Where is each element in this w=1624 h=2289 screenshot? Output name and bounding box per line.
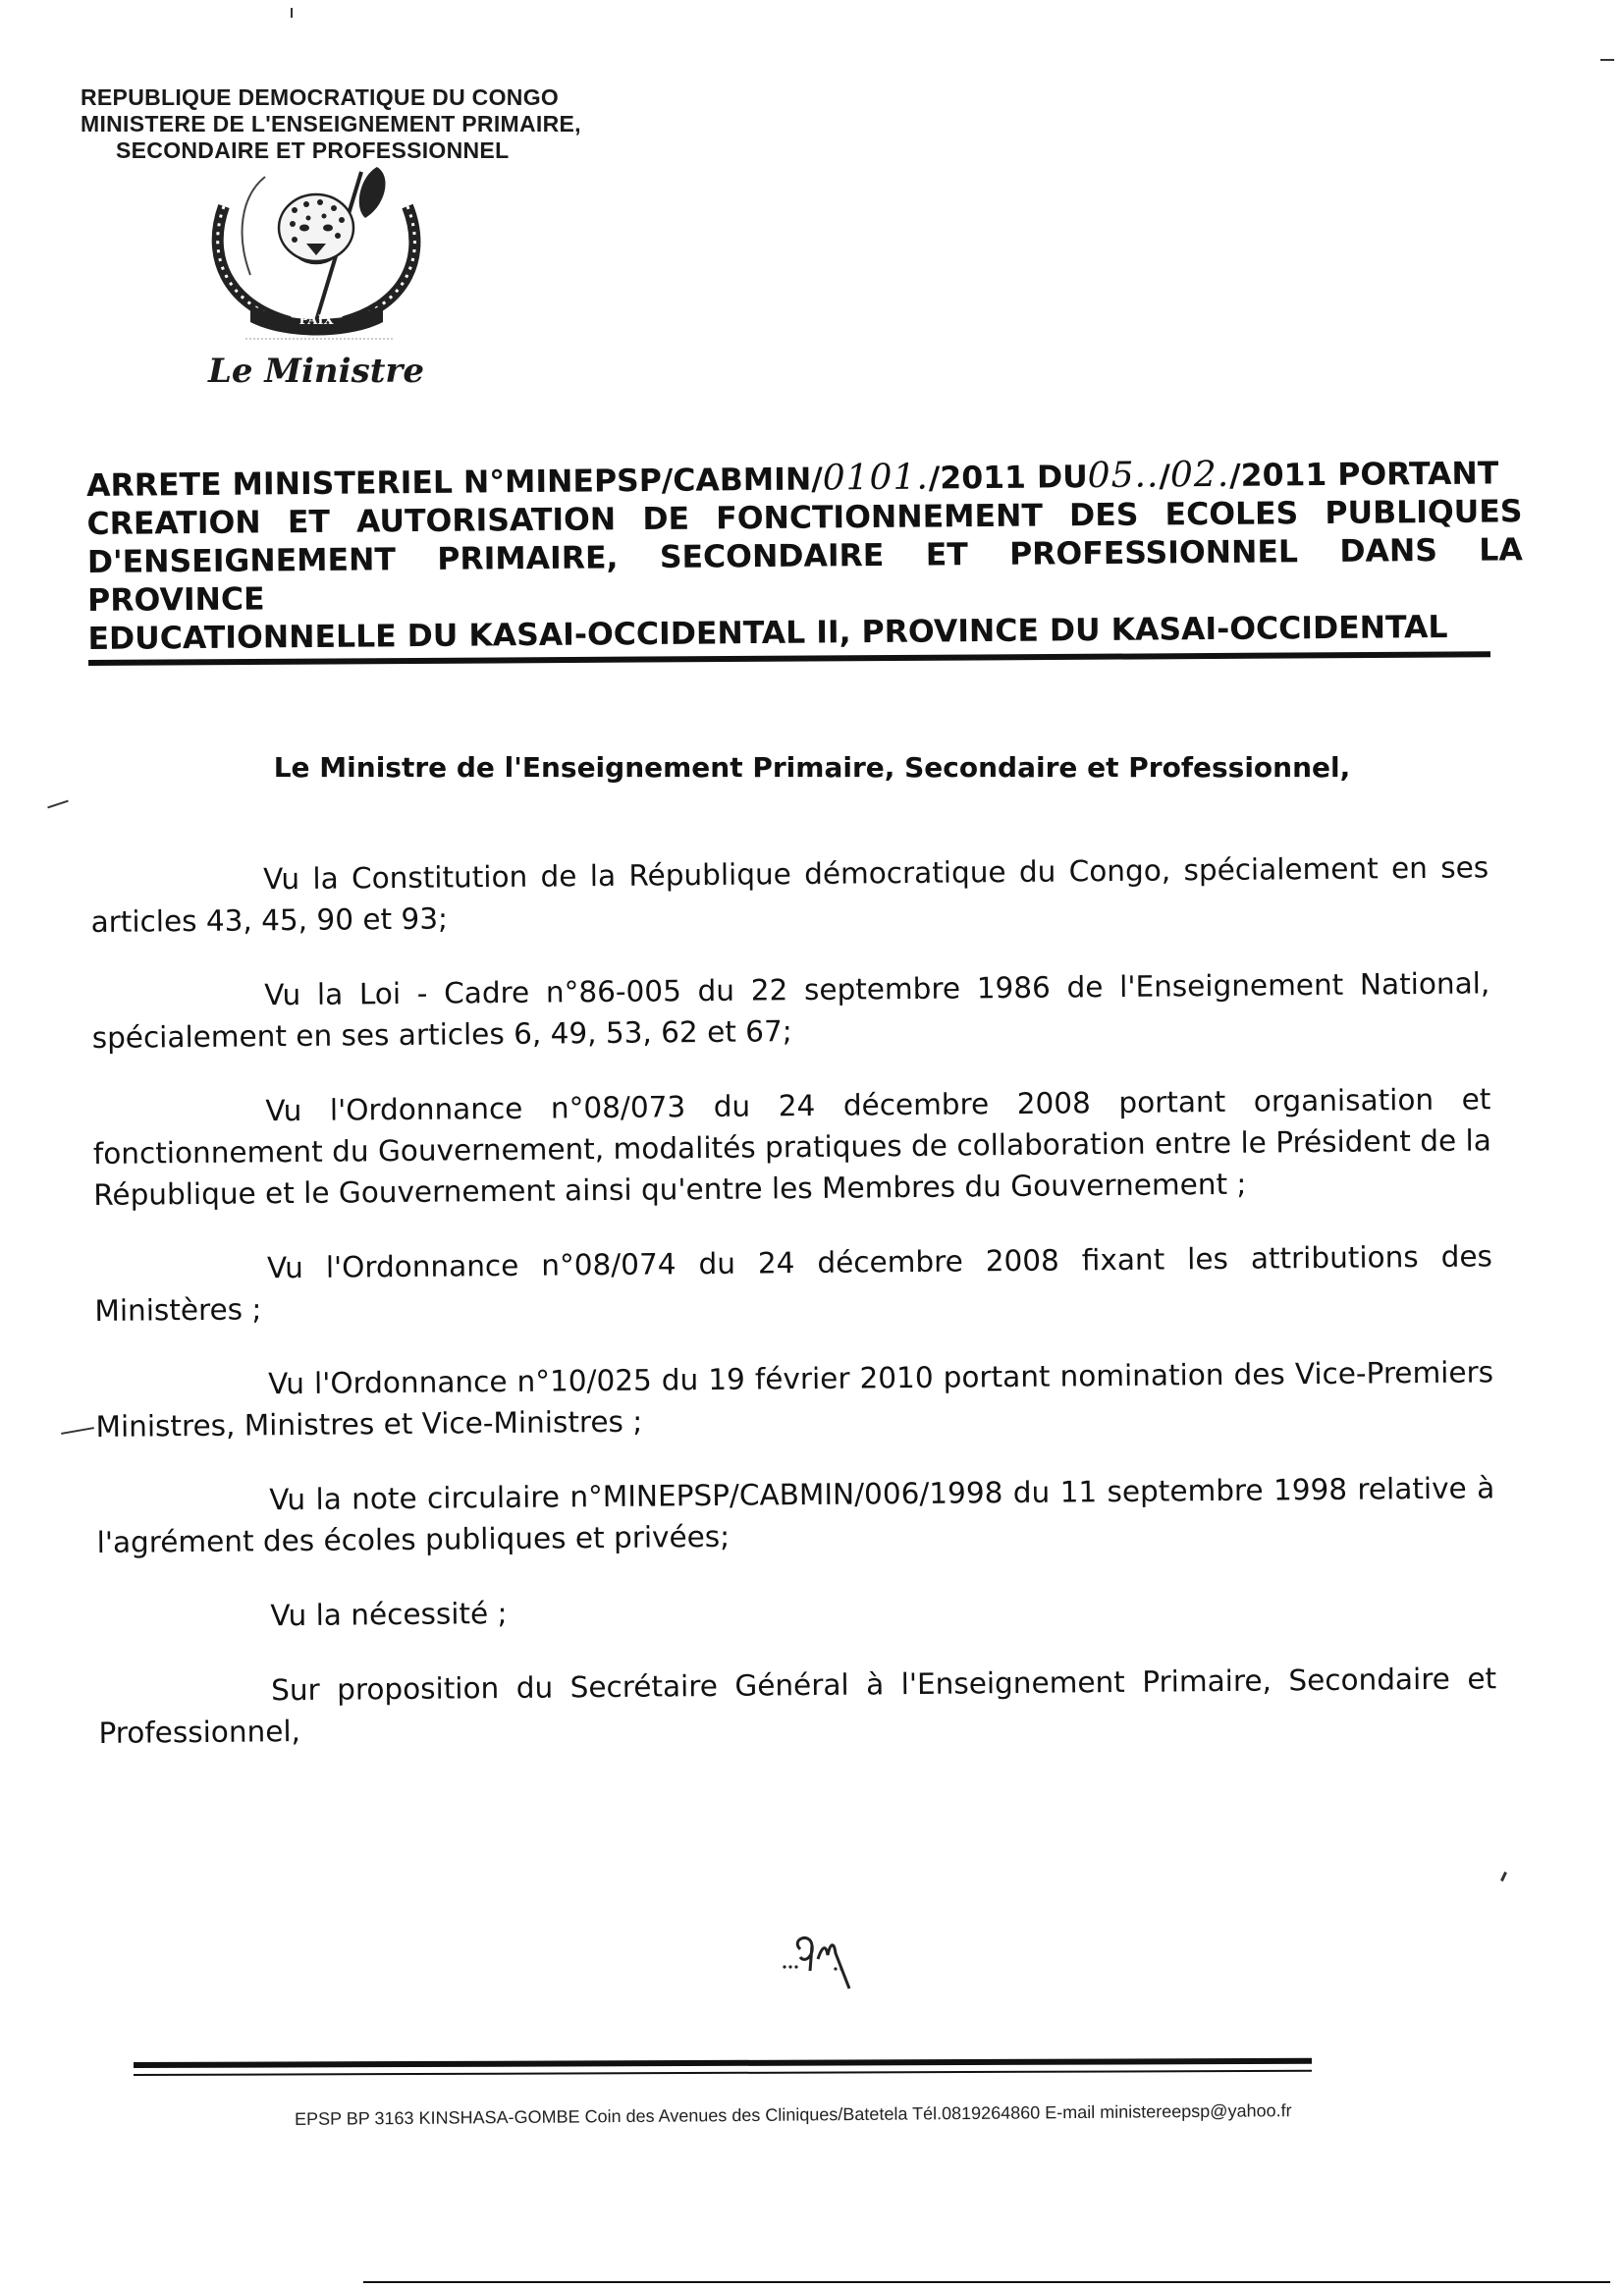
decree-title-line-2: CREATION ET AUTORISATION DE FONCTIONNEMENT DES ECOLES PUBLIQUES xyxy=(86,494,1523,542)
decree-number-handwritten: 0101. xyxy=(822,457,930,499)
signatory-title: Le Ministre xyxy=(208,352,424,391)
consideration-loi-cadre xyxy=(91,962,1490,1059)
consideration-text: Vu la nécessité ; xyxy=(270,1596,508,1633)
consideration-proposition xyxy=(98,1658,1497,1754)
scan-mark xyxy=(291,8,293,18)
page-bottom-edge xyxy=(363,2281,1610,2283)
consideration-constitution xyxy=(90,846,1489,943)
consideration-ordonnance-08-074 xyxy=(94,1235,1493,1332)
consideration-text: Vu la Constitution de la République démocratique du Congo, spécialement en ses articles 43, 45, 90 et 93; xyxy=(90,850,1489,939)
consideration-text: Vu la Loi - Cadre n°86-005 du 22 septembre 1986 de l'Enseignement National, spécialement en ses articles 6, 49, 53, 62 et 67; xyxy=(91,966,1490,1055)
consideration-ordonnance-08-073 xyxy=(92,1078,1491,1216)
header-republic: REPUBLIQUE DEMOCRATIQUE DU CONGO xyxy=(81,84,560,110)
consideration-necessite xyxy=(97,1583,1495,1638)
decree-title-line-3: D'ENSEIGNEMENT PRIMAIRE, SECONDAIRE ET PROFESSIONNEL DANS LA PROVINCE xyxy=(86,532,1523,619)
decree-title-prefix: ARRETE MINISTERIEL N°MINEPSP/CABMIN/ xyxy=(86,462,823,504)
consideration-text: Vu l'Ordonnance n°10/025 du 19 février 2010 portant nomination des Vice-Premiers Ministres, Ministres et Vice-Ministres ; xyxy=(95,1355,1494,1444)
header-ministry: MINISTERE DE L'ENSEIGNEMENT PRIMAIRE, xyxy=(81,111,581,136)
consideration-text: Sur proposition du Secrétaire Général à l'Enseignement Primaire, Secondaire et Professionnel, xyxy=(98,1662,1497,1750)
consideration-text: Vu la note circulaire n°MINEPSP/CABMIN/006/1998 du 11 septembre 1998 relative à l'agrément des écoles publiques et privées; xyxy=(96,1471,1495,1559)
scan-mark xyxy=(47,800,69,809)
handwritten-initials-icon xyxy=(771,1920,869,1993)
considerations-body xyxy=(90,846,1497,1787)
decree-title-suffix: /2011 PORTANT xyxy=(1229,456,1499,494)
header-ministry-cont: SECONDAIRE ET PROFESSIONNEL xyxy=(116,137,510,163)
footer-address: EPSP BP 3163 KINSHASA-GOMBE Coin des Avenues des Cliniques/Batetela Tél.0819264860 E-mail ministereepsp@yahoo.fr xyxy=(295,2100,1292,2129)
consideration-text: Vu l'Ordonnance n°08/074 du 24 décembre 2008 fixant les attributions des Ministères ; xyxy=(94,1239,1493,1328)
decree-month-handwritten: 02. xyxy=(1169,454,1230,496)
scan-mark xyxy=(61,1427,94,1435)
footer-rule-thin xyxy=(134,2070,1312,2076)
consideration-text: Vu l'Ordonnance n°08/073 du 24 décembre 2008 portant organisation et fonctionnement du Gouvernement, modalités pratiques de collaboration entre le Président de la République et le Gouvernement ainsi qu'entre les Membres du Gouvernement ; xyxy=(92,1082,1491,1212)
consideration-note-circulaire xyxy=(96,1467,1495,1563)
decree-date-separator: / xyxy=(1159,459,1171,495)
emblem-motto: PAIX xyxy=(298,313,334,328)
decree-title-year-du: /2011 DU xyxy=(928,460,1088,497)
consideration-ordonnance-10-025 xyxy=(95,1351,1494,1447)
decree-title xyxy=(86,453,1524,659)
footer-rule-thick xyxy=(134,2058,1312,2068)
minister-heading: Le Ministre de l'Enseignement Primaire, Secondaire et Professionnel, xyxy=(273,751,1351,784)
decree-title-line-4: EDUCATIONNELLE DU KASAI-OCCIDENTAL II, PROVINCE DU KASAI-OCCIDENTAL xyxy=(87,609,1448,657)
decree-day-handwritten: 05.. xyxy=(1087,455,1160,497)
scan-mark xyxy=(1500,1872,1507,1881)
coat-of-arms-icon xyxy=(196,167,437,354)
scan-mark xyxy=(1600,59,1614,61)
